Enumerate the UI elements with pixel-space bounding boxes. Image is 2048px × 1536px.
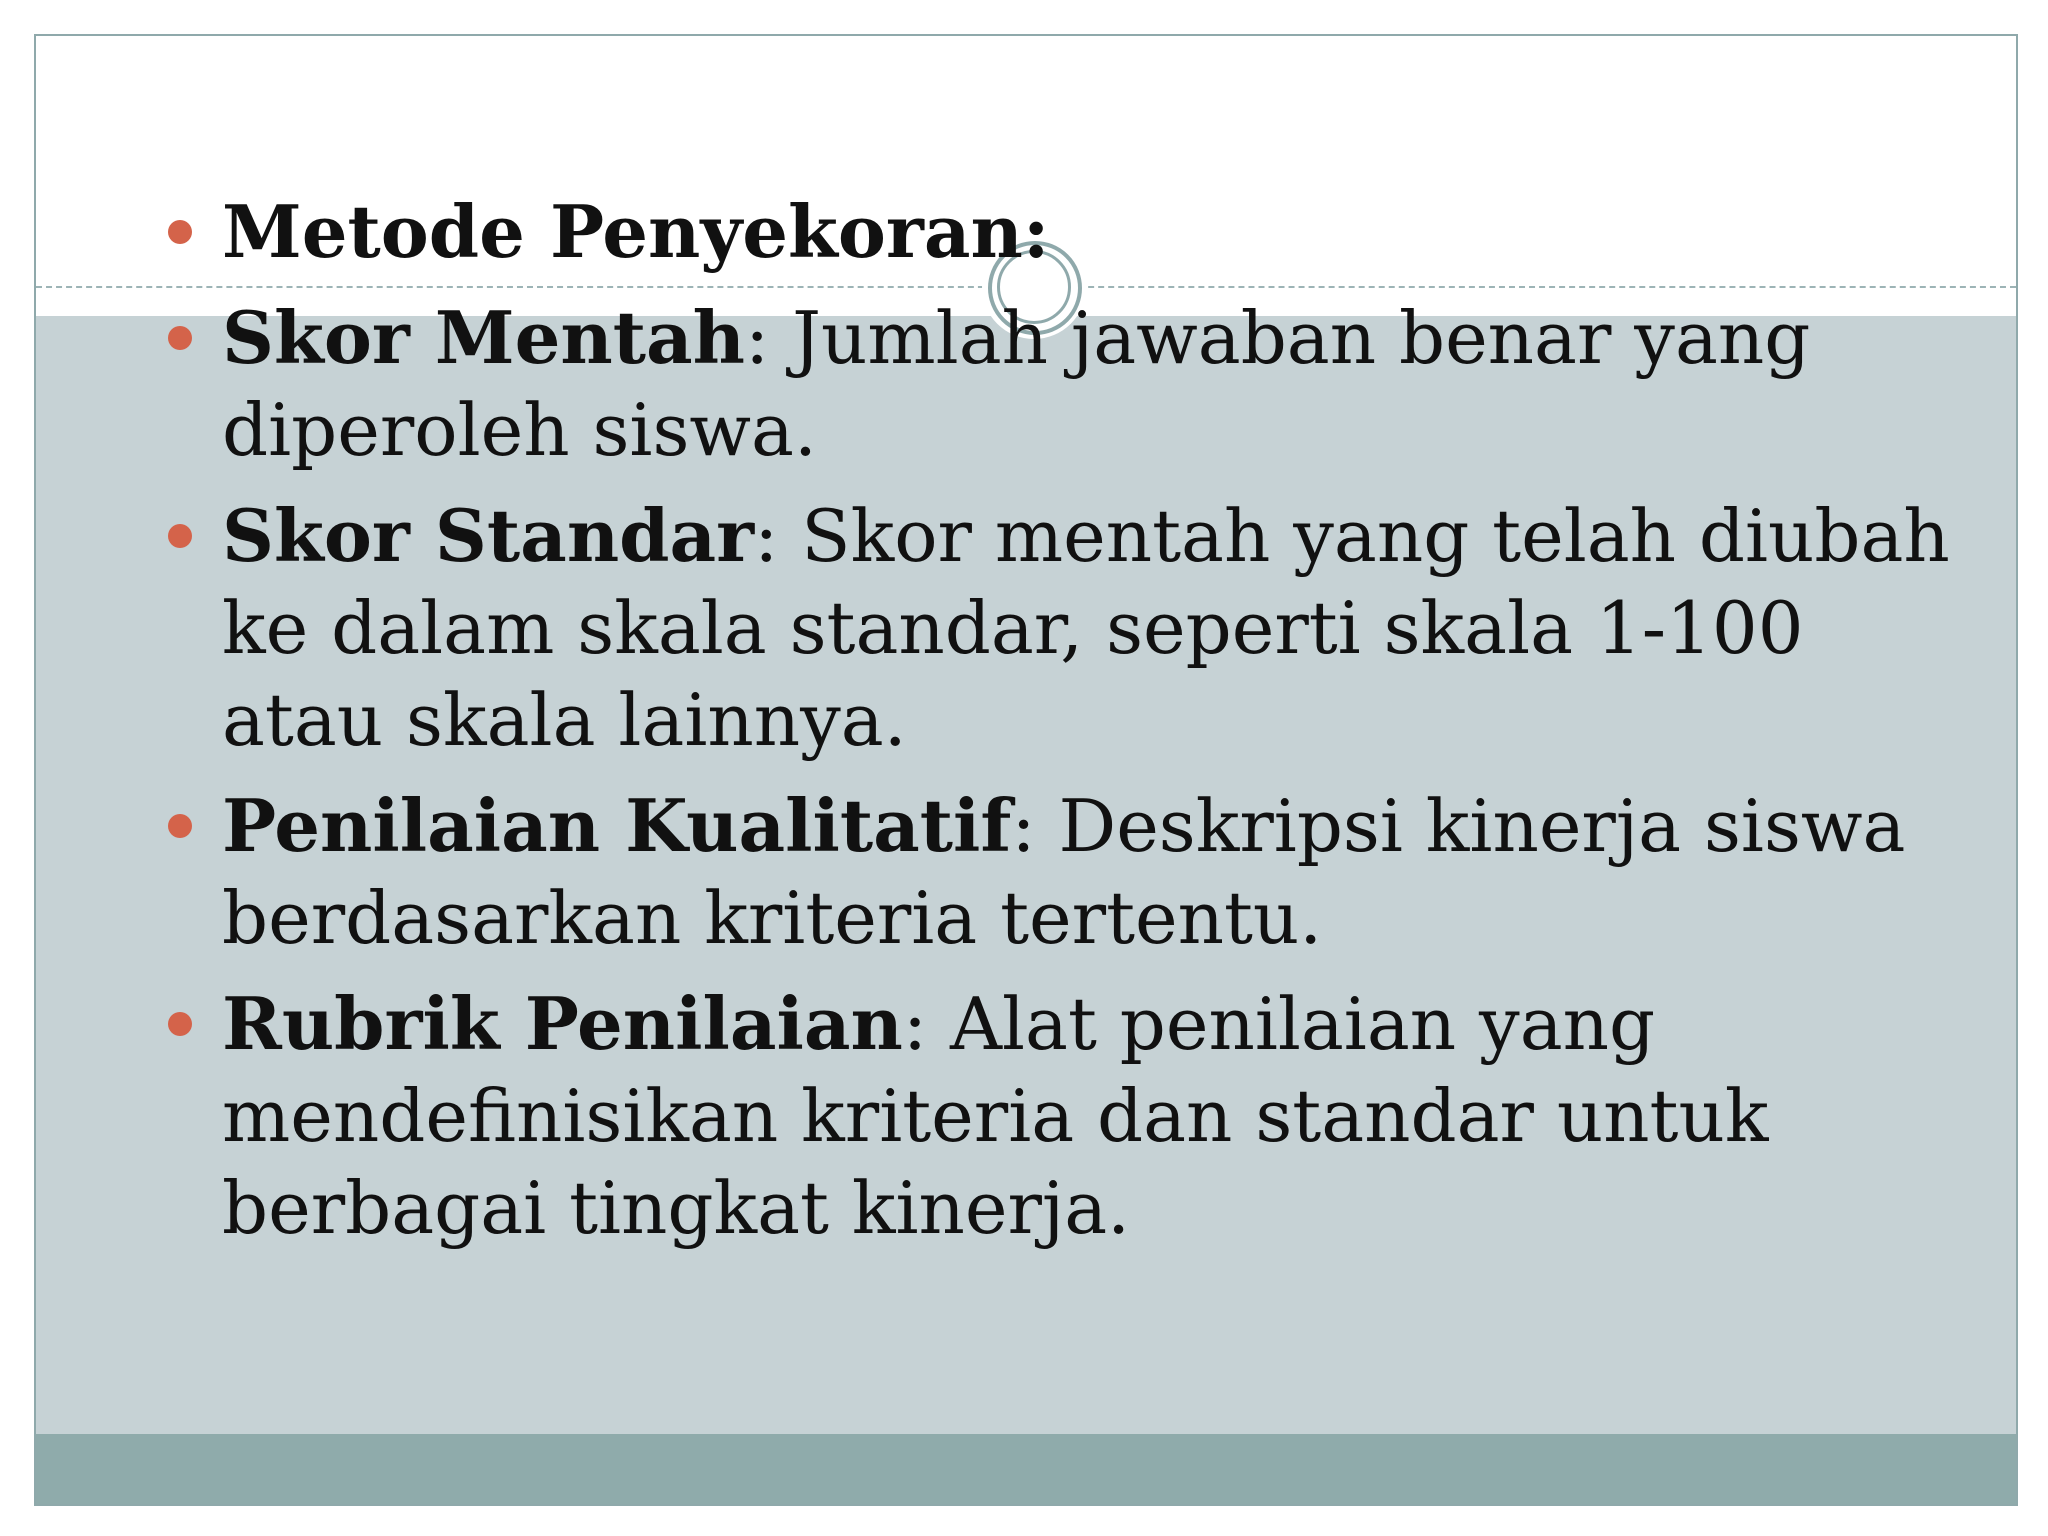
bullet-item-skor-standar <box>134 490 1974 766</box>
bullet-item-metode-penyekoran <box>134 186 1974 278</box>
bullet-term: Penilaian Kualitatif <box>222 783 1012 868</box>
bullet-definition: : Skor mentah yang telah diubah ke dalam skala standar, seperti skala 1-100 atau skala lainnya. <box>222 494 1950 762</box>
bullet-definition: : Deskripsi kinerja siswa berdasarkan kriteria tertentu. <box>222 784 1906 960</box>
bullet-definition: : Alat penilaian yang mendefinisikan kriteria dan standar untuk berbagai tingkat kinerja. <box>222 982 1769 1250</box>
bullet-item-rubrik-penilaian <box>134 978 1974 1254</box>
bullet-term: Skor Standar <box>222 493 755 578</box>
bullet-list <box>134 186 1974 1268</box>
bullet-definition: : Jumlah jawaban benar yang diperoleh siswa. <box>222 296 1811 472</box>
bullet-dot-icon <box>168 1012 192 1036</box>
bullet-item-penilaian-kualitatif <box>134 780 1974 964</box>
bullet-dot-icon <box>168 814 192 838</box>
slide-footer-bar <box>36 1434 2016 1504</box>
bullet-term: Skor Mentah <box>222 295 746 380</box>
bullet-term: Rubrik Penilaian <box>222 981 903 1066</box>
bullet-term: Metode Penyekoran: <box>222 189 1050 274</box>
bullet-dot-icon <box>168 524 192 548</box>
bullet-item-skor-mentah <box>134 292 1974 476</box>
slide <box>34 34 2018 1506</box>
bullet-dot-icon <box>168 220 192 244</box>
bullet-dot-icon <box>168 326 192 350</box>
